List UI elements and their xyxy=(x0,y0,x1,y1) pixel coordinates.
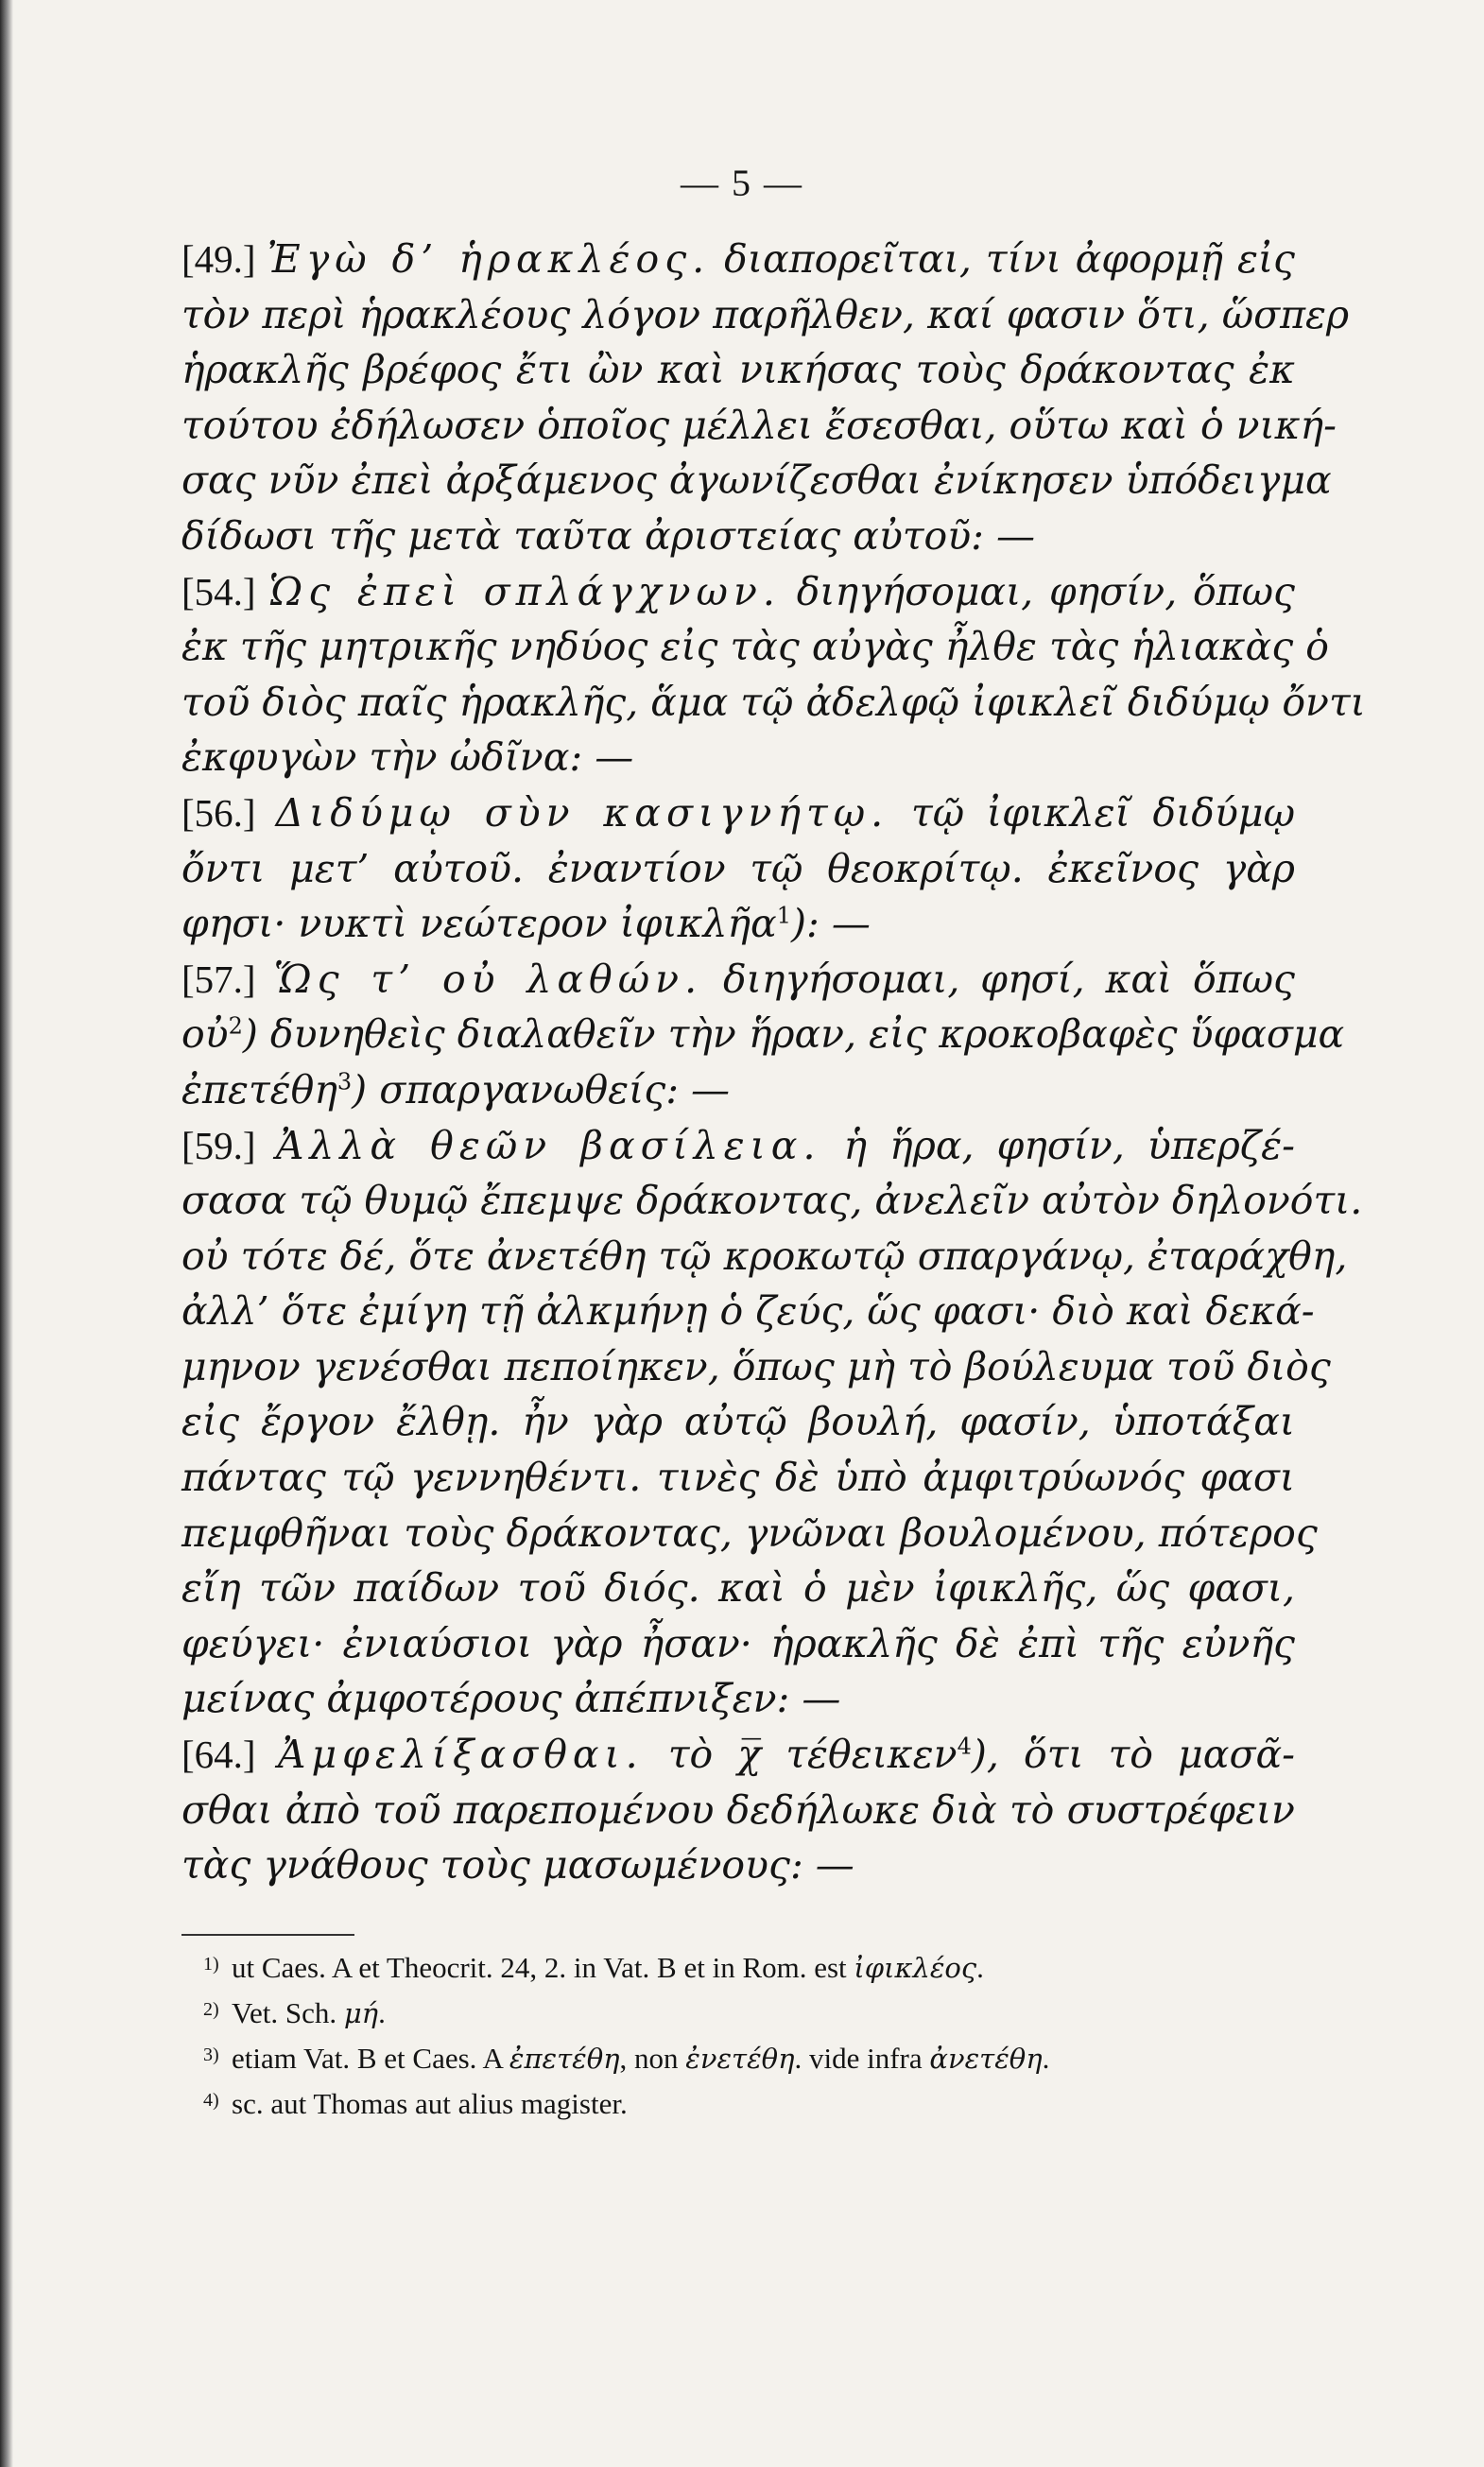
commentary-text: ἐπετέθη xyxy=(181,1066,337,1113)
lemma: Ἀμφελίξασθαι. xyxy=(277,1732,644,1778)
text-line: ἐκφυγὼν τὴν ὠδῖνα: — xyxy=(181,734,634,781)
section-number: [59.] xyxy=(181,1123,276,1167)
section-heading-line xyxy=(181,1727,1295,1783)
text-line: τοῦ διὸς παῖς ἡρακλῆς, ἅμα τῷ ἀδελφῷ ἰφικλεῖ διδύμῳ ὄντι xyxy=(181,679,1366,725)
text-line xyxy=(181,896,1295,952)
text-line: ὄντι μετ’ αὐτοῦ. ἐναντίον τῷ θεοκρίτῳ. ἐκεῖνος γὰρ xyxy=(181,845,1295,891)
footnote: 4) sc. aut Thomas aut alius magister. xyxy=(203,2087,628,2120)
section-number: [54.] xyxy=(181,569,269,613)
footnote-text: . xyxy=(378,1996,386,2029)
footnote: 1) ut Caes. A et Theocrit. 24, 2. in Vat. B et in Rom. est ἰφικλέος. xyxy=(203,1951,984,1984)
text-line: μηνον γενέσθαι πεποίηκεν, ὅπως μὴ τὸ βούλευμα τοῦ διὸς xyxy=(181,1343,1331,1389)
section-number: [56.] xyxy=(181,790,276,835)
footnote: 3) etiam Vat. B et Caes. A ἐπετέθη, non ἐνετέθη. vide infra ἀνετέθη. xyxy=(203,2042,1050,2075)
section-number: [64.] xyxy=(181,1733,278,1777)
text-line: σας νῦν ἐπεὶ ἀρξάμενος ἀγωνίζεσθαι ἐνίκησεν ὑπόδειγμα xyxy=(181,457,1332,504)
commentary-text: τὸ χ̅ τέθεικεν xyxy=(643,1732,958,1778)
footnote-ref: 4 xyxy=(957,1733,972,1760)
text-line: μείνας ἀμφοτέρους ἀπέπνιξεν: — xyxy=(181,1676,841,1722)
text-line: πεμφθῆναι τοὺς δράκοντας, γνῶναι βουλομένου, πότερος xyxy=(181,1510,1318,1556)
lemma: Διδύμῳ σὺν κασιγνήτῳ. xyxy=(275,789,889,836)
text-line: σθαι ἀπὸ τοῦ παρεπομένου δεδήλωκε διὰ τὸ συστρέφειν xyxy=(181,1786,1295,1833)
section-heading-line xyxy=(181,952,1295,1008)
section-heading-line xyxy=(181,232,1295,287)
footnote-greek: ἐπετέθη xyxy=(509,2043,620,2075)
commentary-text: διηγήσομαι, φησίν, ὅπως xyxy=(780,568,1296,614)
commentary-text: ἡ ἥρα, φησίν, ὑπερζέ- xyxy=(820,1122,1295,1168)
text-line: τὸν περὶ ἡρακλέους λόγον παρῆλθεν, καί φασιν ὅτι, ὥσπερ xyxy=(181,291,1350,337)
lemma: Ὥς τ’ οὐ λαθών. xyxy=(273,956,703,1002)
commentary-text: ), ὅτι τὸ μασᾶ- xyxy=(971,1732,1295,1778)
footnote-ref: 3 xyxy=(336,1068,353,1095)
commentary-text: φησι· νυκτὶ νεώτερον ἰφικλῆα xyxy=(181,901,777,947)
text-line: εἴη τῶν παίδων τοῦ διός. καὶ ὁ μὲν ἰφικλῆς, ὥς φασι, xyxy=(181,1565,1295,1612)
section-heading-line xyxy=(181,785,1295,841)
scholia-text xyxy=(181,232,1366,1893)
text-line: ἐκ τῆς μητρικῆς νηδύος εἰς τὰς αὐγὰς ἦλθε τὰς ἡλιακὰς ὁ xyxy=(181,624,1329,670)
page-edge-shadow xyxy=(0,0,13,2467)
footnote-greek: ἐνετέθη xyxy=(685,2043,795,2075)
section-number: [57.] xyxy=(181,957,274,1001)
footnote-text: Vet. Sch. xyxy=(232,1996,344,2029)
commentary-text: ) σπαργανωθείς: — xyxy=(352,1066,731,1113)
commentary-text: διηγήσομαι, φησί, καὶ ὅπως xyxy=(702,956,1295,1002)
commentary-text: οὐ xyxy=(181,1011,229,1058)
footnote-rule xyxy=(181,1934,354,1936)
footnote-text: . vide infra xyxy=(794,2042,930,2075)
text-line: οὐ τότε δέ, ὅτε ἀνετέθη τῷ κροκωτῷ σπαργάνῳ, ἐταράχθη, xyxy=(181,1233,1348,1279)
section-heading-line xyxy=(181,1118,1295,1174)
commentary-text: τῷ ἰφικλεῖ διδύμῳ xyxy=(889,789,1295,836)
lemma: Ὡς ἐπεὶ σπλάγχνων. xyxy=(268,568,781,614)
text-line: τούτου ἐδήλωσεν ὁποῖος μέλλει ἔσεσθαι, οὕτω καὶ ὁ νική- xyxy=(181,402,1337,448)
text-line xyxy=(181,1062,1295,1118)
lemma: Ἐγὼ δ’ ἡρακλέος. xyxy=(267,236,711,282)
footnote: 2) Vet. Sch. μή. xyxy=(203,1996,386,2029)
text-line: σασα τῷ θυμῷ ἔπεμψε δράκοντας, ἀνελεῖν αὐτὸν δηλονότι. xyxy=(181,1178,1363,1224)
commentary-text: ): — xyxy=(790,901,871,947)
footnote-greek: ἰφικλέος xyxy=(854,1952,977,1984)
footnote-text: , non xyxy=(619,2042,686,2075)
footnote-text: ut Caes. A et Theocrit. 24, 2. in Vat. B et in Rom. est xyxy=(232,1951,854,1984)
footnote-text: etiam Vat. B et Caes. A xyxy=(232,2042,509,2075)
text-line xyxy=(181,1007,1345,1062)
section-number: [49.] xyxy=(181,237,267,281)
text-line: πάντας τῷ γεννηθέντι. τινὲς δὲ ὑπὸ ἀμφιτρύωνός φασι xyxy=(181,1455,1295,1501)
text-line: ἡρακλῆς βρέφος ἔτι ὢν καὶ νικήσας τοὺς δράκοντας ἐκ xyxy=(181,347,1295,393)
commentary-text: ) δυνηθεὶς διαλαθεῖν τὴν ἥραν, εἰς κροκοβαφὲς ὕφασμα xyxy=(242,1011,1345,1058)
page-number: — 5 — xyxy=(681,162,803,204)
commentary-text: διαπορεῖται, τίνι ἀφορμῇ εἰς xyxy=(710,236,1295,282)
footnote-greek: μή xyxy=(343,1997,379,2029)
footnote-greek: ἀνετέθη xyxy=(929,2043,1043,2075)
lemma: Ἀλλὰ θεῶν βασίλεια. xyxy=(275,1122,821,1168)
footnote-ref: 1 xyxy=(776,902,791,929)
text-line: εἰς ἔργον ἔλθῃ. ἦν γὰρ αὐτῷ βουλή, φασίν, ὑποτάξαι xyxy=(181,1399,1295,1445)
footnote-ref: 2 xyxy=(228,1012,243,1040)
footnotes xyxy=(203,1947,1271,2129)
text-line: φεύγει· ἐνιαύσιοι γὰρ ἦσαν· ἡρακλῆς δὲ ἐπὶ τῆς εὐνῆς xyxy=(181,1620,1295,1666)
footnote-text: sc. aut Thomas aut alius magister. xyxy=(232,2087,628,2120)
text-line: δίδωσι τῆς μετὰ ταῦτα ἀριστείας αὐτοῦ: — xyxy=(181,512,1036,559)
text-line: τὰς γνάθους τοὺς μασωμένους: — xyxy=(181,1842,854,1889)
section-heading-line xyxy=(181,564,1295,620)
footnote-text: . xyxy=(976,1951,984,1984)
text-line: ἀλλ’ ὅτε ἐμίγη τῇ ἀλκμήνῃ ὁ ζεύς, ὥς φασι· διὸ καὶ δεκά- xyxy=(181,1288,1315,1335)
footnote-text: . xyxy=(1042,2042,1050,2075)
